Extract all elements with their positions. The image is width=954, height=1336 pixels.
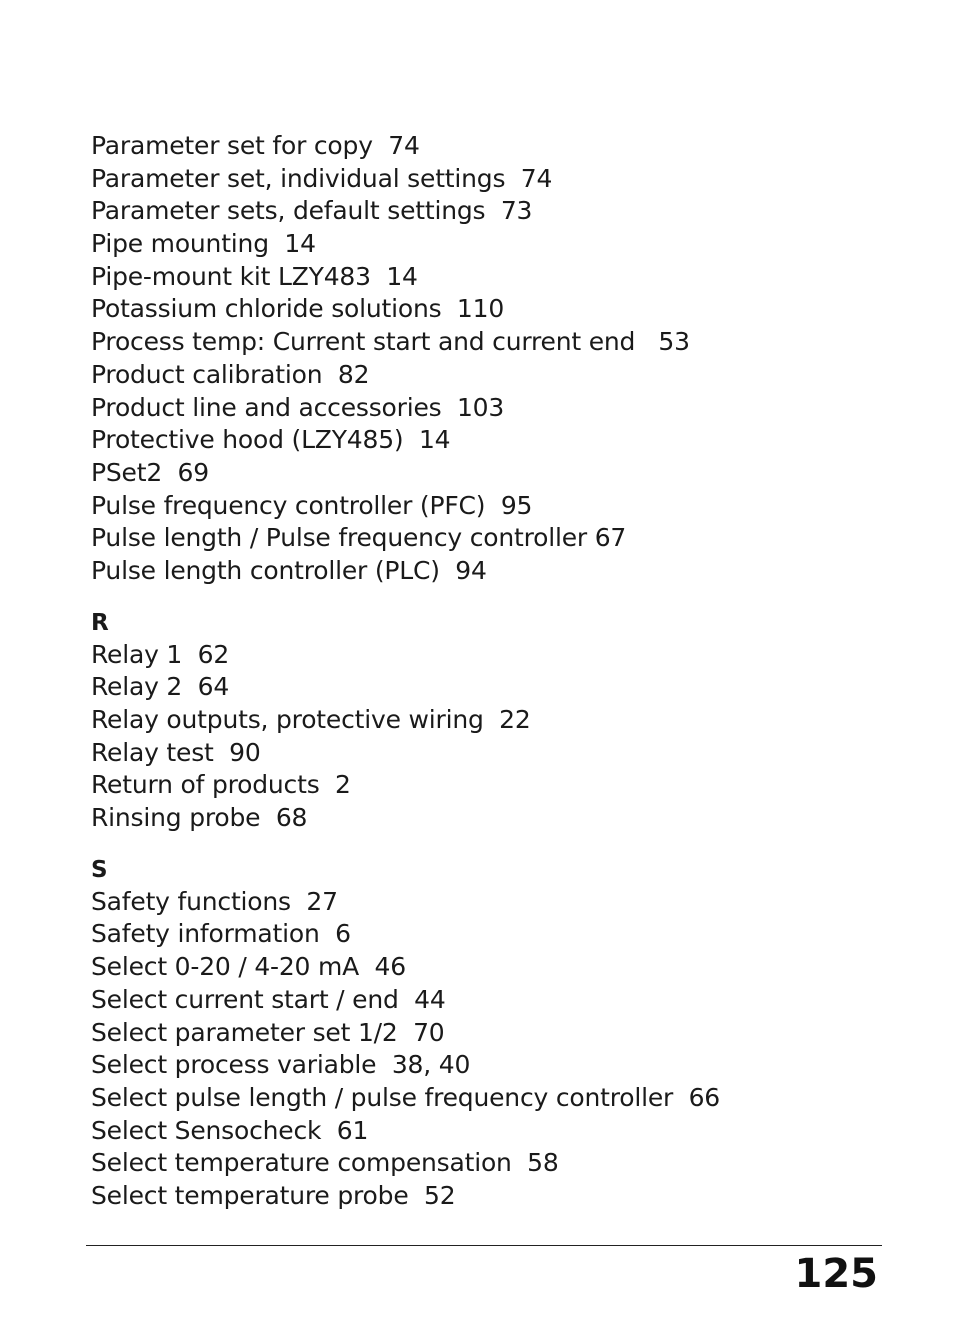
index-entry: Relay 1 62	[91, 639, 230, 669]
index-entry: Select pulse length / pulse frequency controller 66	[91, 1082, 721, 1112]
index-entry: Relay test 90	[91, 737, 261, 767]
index-entry: Pipe mounting 14	[91, 229, 316, 259]
index-entry: Select parameter set 1/2 70	[91, 1017, 445, 1047]
section-spacer	[91, 588, 891, 607]
index-entry: Select 0-20 / 4-20 mA 46	[91, 952, 406, 982]
index-entry: Parameter sets, default settings 73	[91, 196, 533, 226]
index-entry: Relay 2 64	[91, 672, 230, 702]
index-entry: Pulse length / Pulse frequency controller 67	[91, 523, 627, 553]
index-entry: Protective hood (LZY485) 14	[91, 425, 451, 455]
index-entry: Rinsing probe 68	[91, 803, 308, 833]
index-list	[91, 130, 891, 1213]
index-entry: Safety functions 27	[91, 886, 338, 916]
index-entry: Pipe-mount kit LZY483 14	[91, 261, 418, 291]
index-entry: Select temperature probe 52	[91, 1180, 456, 1210]
section-letter-r: R	[91, 609, 109, 636]
index-entry: Process temp: Current start and current end 53	[91, 327, 690, 357]
page-number: 125	[794, 1251, 878, 1297]
index-entry: Pulse frequency controller (PFC) 95	[91, 490, 533, 520]
section-spacer	[91, 835, 891, 854]
index-entry: Parameter set, individual settings 74	[91, 163, 553, 193]
index-entry: Return of products 2	[91, 770, 351, 800]
footer-divider	[86, 1245, 882, 1246]
index-entry: Pulse length controller (PLC) 94	[91, 555, 487, 585]
index-entry: Relay outputs, protective wiring 22	[91, 705, 531, 734]
section-letter-s: S	[91, 856, 108, 883]
index-entry: Safety information 6	[91, 919, 351, 949]
index-entry: PSet2 69	[91, 457, 209, 487]
index-entry: Product line and accessories 103	[91, 392, 505, 422]
index-entry: Select current start / end 44	[91, 984, 446, 1014]
index-entry: Potassium chloride solutions 110	[91, 294, 505, 324]
index-entry: Select Sensocheck 61	[91, 1115, 369, 1145]
index-entry: Select temperature compensation 58	[91, 1148, 559, 1178]
index-entry: Select process variable 38, 40	[91, 1050, 471, 1080]
index-entry: Product calibration 82	[91, 359, 370, 389]
index-entry: Parameter set for copy 74	[91, 131, 420, 160]
